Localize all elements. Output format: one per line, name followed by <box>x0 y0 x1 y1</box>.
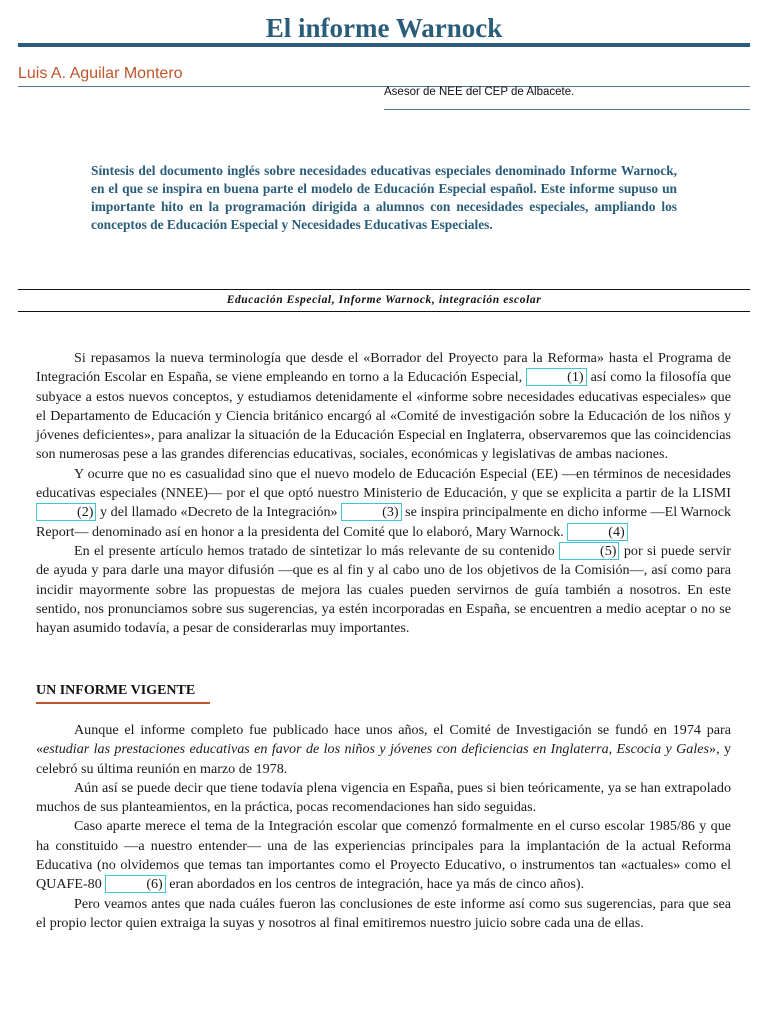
section-heading-underline <box>36 702 210 704</box>
abstract: Síntesis del documento inglés sobre necesidades educativas especiales denominado Informe Warnock, en el que se inspira en buena parte el modelo de Educación Especial español. Este informe supuso un importante hito en la programación dirigida a alumnos con necesidades especiales, ampliando los conceptos de Educación Especial y Necesidades Educativas Especiales. <box>91 163 677 232</box>
keywords-top-rule <box>18 289 750 290</box>
vigente-section <box>36 721 731 933</box>
footnote-ref-3[interactable]: (3) <box>341 503 401 521</box>
footnote-ref-5[interactable]: (5) <box>559 542 619 560</box>
footnote-ref-1[interactable]: (1) <box>526 368 586 386</box>
paragraph: En el presente artículo hemos tratado de sintetizar lo más relevante de su contenido (5) por si puede servir de ayuda y para darle una mayor difusión —que es al fin y al cabo uno de los objetivos de la Comisión—, así como para incidir mayormente sobre las propuestas de mejora las cuales pueden servirnos de guía también a nosotros. En este sentido, nos pronunciamos sobre sus sugerencias, ya estén incorporadas en España, se encuentren a medio aceptar o no se hayan asumido todavía, a pesar de considerarlas muy importantes. <box>36 542 732 637</box>
footnote-ref-4[interactable]: (4) <box>567 523 627 541</box>
footnote-ref-6[interactable]: (6) <box>105 875 165 893</box>
keywords-bottom-rule <box>18 311 750 312</box>
author-name: Luis A. Aguilar Montero <box>18 65 183 82</box>
section-heading: UN INFORME VIGENTE <box>36 683 196 698</box>
paragraph: Aunque el informe completo fue publicado hace unos años, el Comité de Investigación se fundó en 1974 para «estudiar las prestaciones educativas en favor de los niños y jóvenes con deficiencias en Inglaterra, Escocia y Gales», y celebró su última reunión en marzo de 1978. <box>36 722 732 777</box>
title-divider <box>18 43 750 47</box>
affiliation-divider <box>384 109 750 110</box>
footnote-ref-2[interactable]: (2) <box>36 503 96 521</box>
keywords: Educación Especial, Informe Warnock, integración escolar <box>226 294 542 306</box>
intro-section <box>36 349 731 638</box>
paragraph: Y ocurre que no es casualidad sino que el nuevo modelo de Educación Especial (EE) —en términos de necesidades educativas especiales (NNEE)— por el que optó nuestro Ministerio de Educación, y que se explicita a partir de la LISMI (2) y del llamado «Decreto de la Integración» (3) se inspira principalmente en dicho informe —El Warnock Report— denominado así en honor a la presidenta del Comité que lo elaboró, Mary Warnock. (4) <box>36 465 731 540</box>
article-title: El informe Warnock <box>265 13 503 43</box>
paragraph: Caso aparte merece el tema de la Integración escolar que comenzó formalmente en el curso escolar 1985/86 y que ha constituido —a nuestro entender— una de las experiencias principales para la implantación de la actual Reforma Educativa (no olvidemos que temas tan importantes como el Proyecto Educativo, o instrumentos tan «actuales» como el QUAFE-80 (6) eran abordados en los centros de integración, hace ya más de cinco años). <box>36 818 731 893</box>
paragraph: Si repasamos la nueva terminología que desde el «Borrador del Proyecto para la Reforma» hasta el Programa de Integración Escolar en España, se viene empleando en torno a la Educación Especial, (1) así como la filosofía que subyace a estos nuevos conceptos, y estudiamos detenidamente el «informe sobre necesidades educativas especiales» que el Departamento de Educación y Ciencia británico encargó al «Comité de investigación sobre la Educación de los niños y jóvenes deficientes», para analizar la situación de la Educación Especial en Inglaterra, observaremos que las coincidencias son numerosas pese a las grandes diferencias educativas, sociales, económicas y legislativas de ambas naciones. <box>36 350 731 463</box>
paragraph: Aún así se puede decir que tiene todavía plena vigencia en España, pues si bien teóricamente, ya se han extrapolado muchos de sus planteamientos, en la práctica, pocas recomendaciones han sido seguidas. <box>36 779 731 816</box>
paragraph: Pero veamos antes que nada cuáles fueron las conclusiones de este informe así como sus sugerencias, para que sea el propio lector quien extraiga la suyas y nosotros al final emitiremos nuestro juicio sobre cada una de ellas. <box>36 895 731 931</box>
author-affiliation: Asesor de NEE del CEP de Albacete. <box>384 86 575 98</box>
